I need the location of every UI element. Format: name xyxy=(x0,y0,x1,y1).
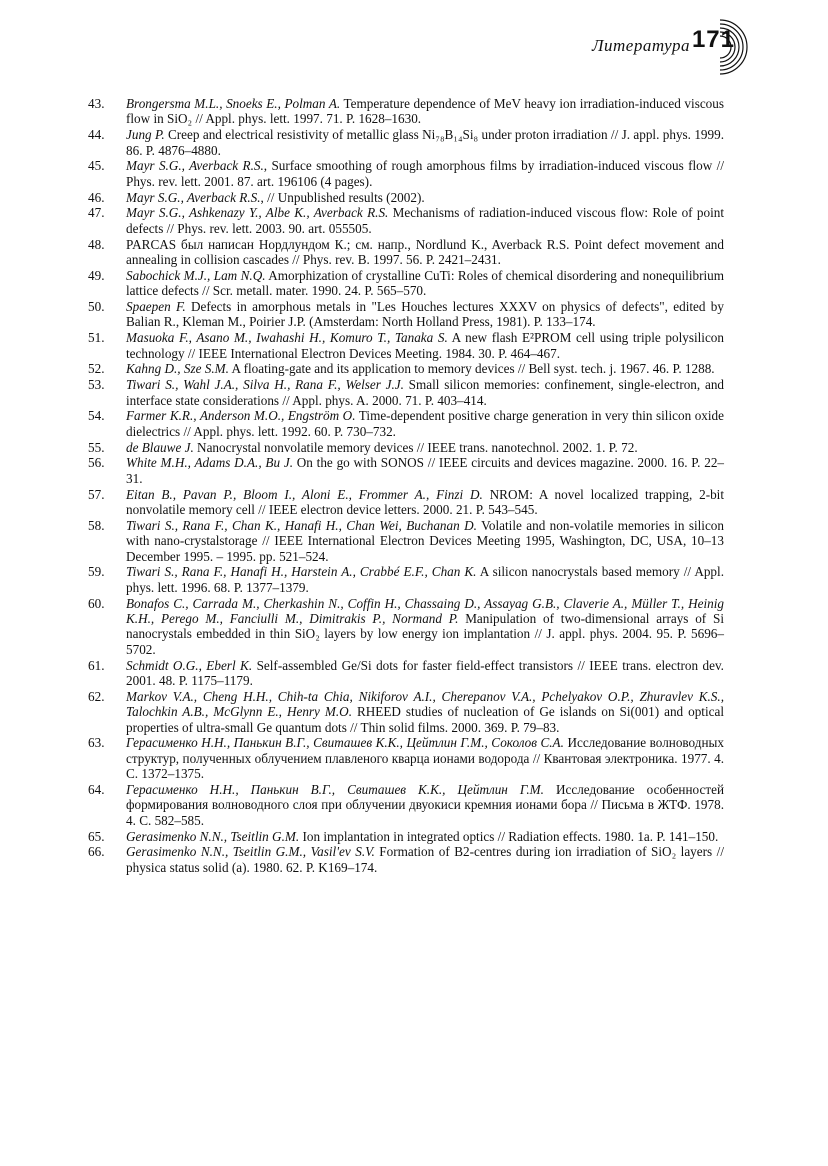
reference-text: Manipulation of two-dimensional arrays of Si nanocrystals embedded in thin SiO₂ layers by low energy ion implantation // J. appl. phys. 2004. 95. P. 5696–5702. xyxy=(126,611,724,657)
reference-item xyxy=(88,564,724,595)
reference-text: Volatile and non-volatile memories in silicon with nano-crystalstorage // IEEE International Electron Devices Meeting 1995, Washington, DC, USA, 10–13 December 1995. – 1995. pp. 521–524. xyxy=(126,517,724,564)
reference-text: , Surface smoothing of rough amorphous films by irradiation-induced viscous flow // Phys. rev. lett. 2001. 87. art. 196106 (4 pages). xyxy=(126,158,724,189)
reference-item xyxy=(88,377,724,408)
reference-text: RHEED studies of nucleation of Ge islands on Si(001) and optical properties of ultra-small Ge quantum dots // Thin solid films. 2000. 369. P. 79–83. xyxy=(126,704,724,735)
reference-body xyxy=(126,689,724,735)
reference-item xyxy=(88,299,724,330)
reference-text: Temperature dependence of MeV heavy ion irradiation-induced viscous flow in SiO₂ // Appl. phys. lett. 1997. 71. P. 1628–1630. xyxy=(126,96,724,127)
reference-body xyxy=(126,268,724,299)
reference-authors: Mayr S.G., Averback R.S. xyxy=(126,189,261,205)
reference-authors: Sabochick M.J., Lam N.Q. xyxy=(126,267,266,283)
reference-text: Исследование особенностей формирования волноводного слоя при облучении двуокиси кремния ионами бора // Письма в ЖТФ. 1978. 4. С. 582–585. xyxy=(126,782,724,828)
reference-item xyxy=(88,127,724,158)
reference-body xyxy=(126,782,724,828)
reference-authors: Schmidt O.G., Eberl K. xyxy=(126,657,253,673)
reference-body xyxy=(126,330,724,361)
reference-list xyxy=(88,96,724,876)
reference-number: 45. xyxy=(88,158,105,174)
reference-body xyxy=(126,205,724,236)
reference-body xyxy=(126,735,724,781)
reference-text: Creep and electrical resistivity of metallic glass Ni₇₈B₁₄Si₈ under proton irradiation // J. appl. phys. 1999. 86. P. 4876–4880. xyxy=(126,127,724,158)
reference-text: Исследование волноводных структур, полученных облучением плавленого кварца ионами водорода // Квантовая электроника. 1977. 4. С. 1372–1375. xyxy=(126,735,724,782)
reference-body xyxy=(126,237,724,268)
reference-item xyxy=(88,735,724,781)
reference-authors: Farmer K.R., Anderson M.O., Engström O. xyxy=(126,408,356,424)
reference-number: 61. xyxy=(88,657,105,673)
reference-body xyxy=(126,158,724,189)
reference-authors: Mayr S.G., Averback R.S. xyxy=(126,158,264,174)
reference-text: PARCAS был написан Нордлундом К.; см. напр., Nordlund K., Averback R.S. Point defect movement and annealing in collision cascades // Phys. rev. B. 1997. 56. P. 2421–2431. xyxy=(126,236,724,268)
reference-number: 65. xyxy=(88,828,105,844)
reference-item xyxy=(88,205,724,236)
reference-number: 52. xyxy=(88,361,105,377)
reference-number: 60. xyxy=(88,595,105,611)
reference-item xyxy=(88,330,724,361)
reference-text: A floating-gate and its application to memory devices // Bell syst. tech. j. 1967. 46. P. 1288. xyxy=(228,361,715,377)
reference-text: A silicon nanocrystals based memory // Appl. phys. lett. 1996. 68. P. 1377–1379. xyxy=(126,564,724,595)
reference-item xyxy=(88,96,724,127)
reference-body xyxy=(126,190,724,205)
reference-number: 46. xyxy=(88,189,105,205)
reference-text: Small silicon memories: confinement, single-electron, and interface state considerations // Appl. phys. A. 2000. 71. P. 403–414. xyxy=(126,377,725,408)
reference-authors: Kahng D., Sze S.M. xyxy=(126,361,229,377)
reference-text: , // Unpublished results (2002). xyxy=(260,189,425,205)
reference-item xyxy=(88,689,724,735)
reference-text: Formation of B2-centres during ion irradiation of SiO₂ layers // physica status solid (a). 1980. 62. P. K169–174. xyxy=(126,844,724,875)
reference-item xyxy=(88,596,724,658)
reference-text: Time-dependent positive charge generation in very thin silicon oxide dielectrics // Appl. phys. lett. 1992. 60. P. 730–732. xyxy=(126,408,724,439)
reference-authors: Tiwari S., Wahl J.A., Silva H., Rana F., Welser J.J. xyxy=(126,377,404,393)
reference-body xyxy=(126,440,724,455)
reference-number: 54. xyxy=(88,408,105,424)
reference-text: Nanocrystal nonvolatile memory devices // IEEE trans. nanotechnol. 2002. 1. P. 72. xyxy=(193,439,638,455)
reference-body xyxy=(126,596,724,658)
concentric-arcs-icon xyxy=(712,18,756,76)
reference-text: Self-assembled Ge/Si dots for faster field-effect transistors // IEEE trans. electron dev. 2001. 48. P. 1175–1179. xyxy=(126,657,724,689)
reference-authors: Spaepen F. xyxy=(126,299,186,315)
reference-body xyxy=(126,299,724,330)
reference-authors: Mayr S.G., Ashkenazy Y., Albe K., Averback R.S. xyxy=(126,205,389,221)
reference-text: NROM: A novel localized trapping, 2-bit nonvolatile memory cell // IEEE electron device letters. 2000. 21. P. 543–545. xyxy=(126,486,725,518)
reference-item xyxy=(88,844,724,875)
reference-item xyxy=(88,268,724,299)
reference-body xyxy=(126,487,724,518)
page-header xyxy=(0,22,828,72)
reference-body xyxy=(126,455,724,486)
reference-item xyxy=(88,829,724,844)
reference-item xyxy=(88,658,724,689)
reference-body xyxy=(126,518,724,564)
reference-number: 50. xyxy=(88,299,105,315)
reference-number: 56. xyxy=(88,455,105,471)
reference-item xyxy=(88,440,724,455)
reference-number: 44. xyxy=(88,127,105,143)
reference-body xyxy=(126,127,724,158)
reference-number: 66. xyxy=(88,844,105,860)
reference-number: 49. xyxy=(88,267,105,283)
reference-text: A new flash E²PROM cell using triple polysilicon technology // IEEE International Electron Devices Meeting. 1984. 30. P. 464–467. xyxy=(126,330,724,361)
reference-text: Defects in amorphous metals in "Les Houches lectures XXXV on physics of defects", edited by Balian R., Kleman M., Poirier J.P. (Amsterdam: North Holland Press, 1981). P. 133–174. xyxy=(126,299,724,330)
reference-number: 51. xyxy=(88,330,105,346)
reference-number: 57. xyxy=(88,486,105,502)
reference-item xyxy=(88,455,724,486)
reference-number: 47. xyxy=(88,205,105,221)
reference-body xyxy=(126,408,724,439)
reference-number: 63. xyxy=(88,735,105,751)
reference-number: 48. xyxy=(88,236,105,252)
reference-item xyxy=(88,518,724,564)
reference-text: Mechanisms of radiation-induced viscous flow: Role of point defects // Phys. rev. lett. 2003. 90. art. 055505. xyxy=(126,205,724,236)
reference-authors: Tiwari S., Rana F., Hanafi H., Harstein A., Crabbé E.F., Chan K. xyxy=(126,564,477,580)
reference-text: Amorphization of crystalline CuTi: Roles of chemical disordering and nonequilibrium lattice defects // Scr. metall. mater. 1990. 24. P. 565–570. xyxy=(126,267,724,299)
reference-authors: Bonafos C., Carrada M., Cherkashin N., Coffin H., Chassaing D., Assayag G.B., Claverie A., Müller T., Heinig K.H., Perego M., Fanciulli M., Dimitrakis P., Normand P. xyxy=(126,595,724,627)
reference-authors: Герасименко Н.Н., Панькин В.Г., Свиташев К.К., Цейтлин Г.М. xyxy=(126,782,544,798)
reference-authors: de Blauwe J. xyxy=(126,439,194,455)
page-number: 171 xyxy=(691,26,735,53)
running-title: Литература xyxy=(591,36,690,55)
reference-item xyxy=(88,237,724,268)
reference-body xyxy=(126,829,724,844)
reference-text: On the go with SONOS // IEEE circuits and devices magazine. 2000. 16. P. 22–31. xyxy=(126,455,725,486)
reference-authors: Jung P. xyxy=(126,127,165,143)
reference-authors: Brongersma M.L., Snoeks E., Polman A. xyxy=(126,96,341,111)
reference-number: 43. xyxy=(88,96,105,111)
reference-item xyxy=(88,190,724,205)
reference-text: Ion implantation in integrated optics // Radiation effects. 1980. 1a. P. 141–150. xyxy=(299,828,719,844)
reference-number: 62. xyxy=(88,688,105,704)
reference-number: 59. xyxy=(88,564,105,580)
reference-authors: White M.H., Adams D.A., Bu J. xyxy=(126,455,293,471)
reference-body xyxy=(126,377,724,408)
reference-authors: Eitan B., Pavan P., Bloom I., Aloni E., Frommer A., Finzi D. xyxy=(126,486,483,502)
reference-body xyxy=(126,564,724,595)
reference-authors: Tiwari S., Rana F., Chan K., Hanafi H., Chan Wei, Buchanan D. xyxy=(126,517,477,533)
reference-number: 64. xyxy=(88,782,105,798)
reference-authors: Gerasimenko N.N., Tseitlin G.M. xyxy=(126,828,300,844)
reference-item xyxy=(88,158,724,189)
reference-item xyxy=(88,361,724,376)
reference-item xyxy=(88,487,724,518)
reference-body xyxy=(126,361,724,376)
reference-body xyxy=(126,658,724,689)
reference-item xyxy=(88,782,724,828)
reference-number: 53. xyxy=(88,377,105,393)
reference-authors: Герасименко Н.Н., Панькин В.Г., Свиташев К.К., Цейтлин Г.М., Соколов С.А. xyxy=(126,735,564,751)
reference-number: 55. xyxy=(88,439,105,455)
reference-body xyxy=(126,96,724,127)
reference-item xyxy=(88,408,724,439)
reference-authors: Markov V.A., Cheng H.H., Chih-ta Chia, Nikiforov A.I., Cherepanov V.A., Pchelyakov O.P., Zhuravlev K.S., Talochkin A.B., McGlynn E., Henry M.O. xyxy=(126,688,724,720)
reference-authors: Gerasimenko N.N., Tseitlin G.M., Vasil'ev S.V. xyxy=(126,844,375,860)
reference-authors: Masuoka F., Asano M., Iwahashi H., Komuro T., Tanaka S. xyxy=(126,330,448,346)
reference-number: 58. xyxy=(88,517,105,533)
reference-body xyxy=(126,844,724,875)
